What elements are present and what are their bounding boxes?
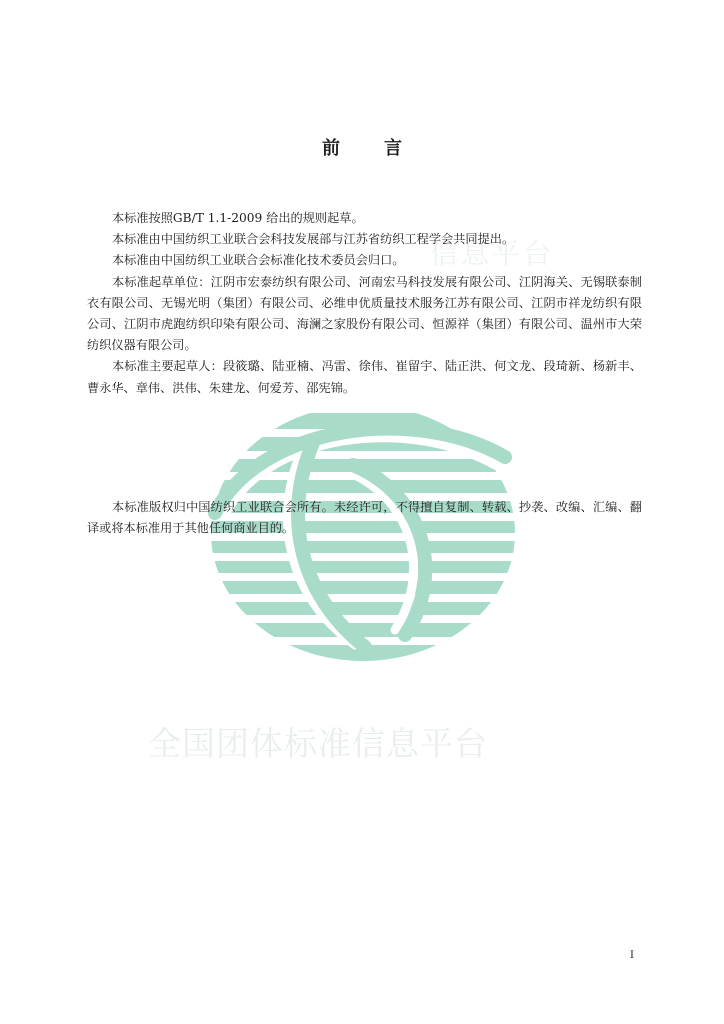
title-char-1: 前: [322, 138, 340, 159]
paragraph: 本标准按照GB/T 1.1-2009 给出的规则起草。: [112, 211, 364, 225]
watermark-text-top: 信息平台: [430, 237, 555, 270]
copyright-paragraph: 本标准版权归中国纺织工业联合会所有。未经许可，不得擅自复制、转载、抄袭、改编、汇编、翻译或将本标准用于其他任何商业目的。: [87, 500, 642, 536]
paragraph-drafters: 本标准主要起草人：段筱璐、陆亚楠、冯雷、徐伟、崔留宇、陆正洪、何文龙、段琦新、杨新丰、曹永华、章伟、洪伟、朱建龙、何爱芳、邵宪锦。: [87, 359, 642, 395]
paragraph: 本标准由中国纺织工业联合会科技发展部与江苏省纺织工程学会共同提出。: [112, 232, 515, 247]
title-char-2: 言: [384, 138, 402, 159]
page-title: [0, 134, 724, 160]
page-number: I: [630, 950, 634, 961]
foreword-body: [87, 208, 642, 399]
paragraph-drafting-units: 本标准起草单位：江阴市宏泰纺织有限公司、河南宏马科技发展有限公司、江阴海关、无锡联泰制衣有限公司、无锡光明（集团）有限公司、必维申优质量技术服务江苏有限公司、江阴市祥龙纺织有限公司、江阴市虎跑纺织印染有限公司、海澜之家股份有限公司、恒源祥（集团）有限公司、温州市大荣纺织仪器有限公司。: [87, 274, 642, 353]
paragraph: 本标准由中国纺织工业联合会标准化技术委员会归口。: [112, 253, 405, 268]
watermark-text-bottom: 全国团体标准信息平台: [148, 724, 488, 763]
copyright-notice: [87, 497, 642, 539]
